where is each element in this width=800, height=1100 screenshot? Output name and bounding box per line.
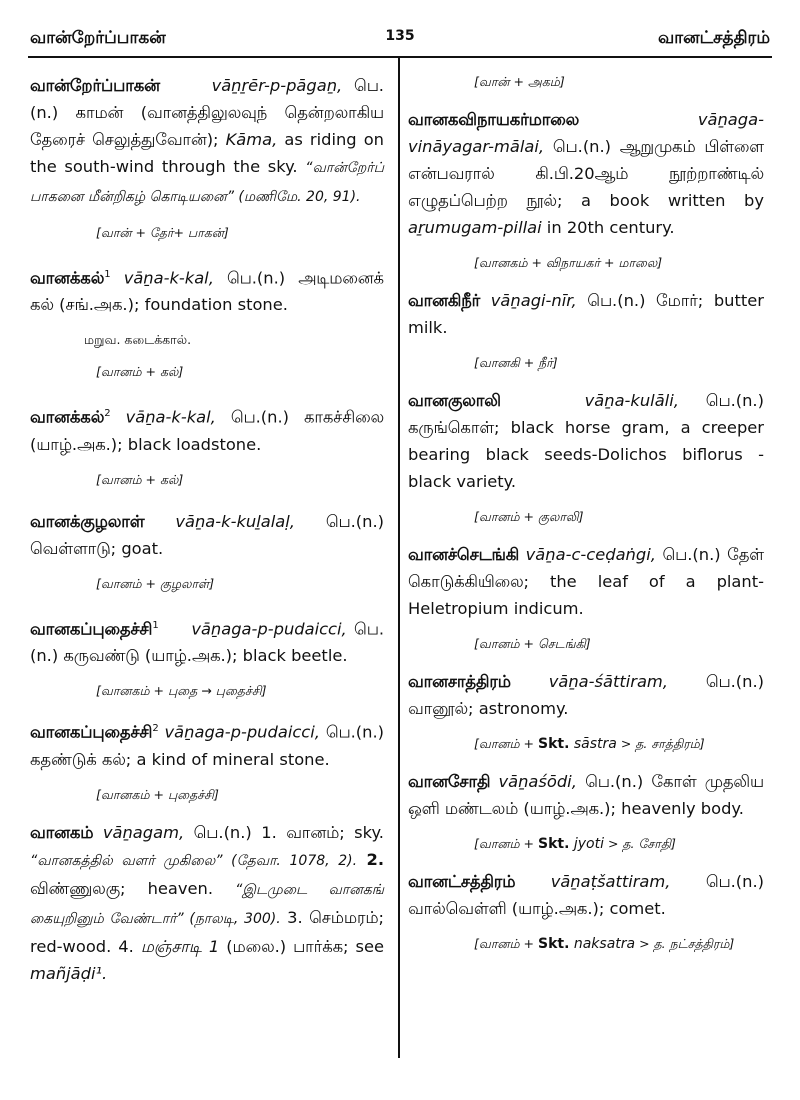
sanskrit-word: sāstra — [569, 736, 617, 752]
entry — [30, 715, 384, 772]
transliteration: vāṉaśōdi, — [498, 772, 577, 791]
headword: வானகப்புதைச்சி — [30, 619, 153, 639]
entry — [408, 387, 764, 495]
sanskrit-word: naksatra — [569, 936, 636, 952]
entry — [30, 819, 384, 987]
english-term: Kāma, — [225, 130, 278, 149]
entry — [30, 508, 384, 562]
definition: பெ.(n.) வால்வெள்ளி (யாழ்.அக.); comet. — [408, 872, 764, 918]
header-last-word: வானட்சத்திரம் — [657, 28, 770, 48]
sense-number: 2. — [366, 849, 384, 869]
entry — [408, 106, 764, 241]
etymology: [வானம் + கல்] — [96, 471, 184, 487]
homonym-number: 2 — [104, 408, 111, 420]
entry — [408, 541, 764, 622]
headword: வானக்கல் — [30, 268, 105, 288]
definition: பெ.(n.) வானூல்; astronomy. — [408, 672, 764, 718]
etymology-part: [வானம் + — [474, 936, 538, 951]
quotation: “வானகத்தில் வளர் முகிலை” — [30, 852, 223, 869]
sanskrit-word: jyoti — [569, 836, 604, 852]
definition: பெ.(n.) காகச்சிலை (யாழ்.அக.); black loadstone. — [30, 407, 384, 454]
citation: (மணிமே. 20, 91). — [233, 189, 361, 205]
header-rule — [28, 56, 772, 58]
definition: பெ.(n.) கருவண்டு (யாழ்.அக.); black beetle. — [30, 619, 384, 666]
headword: வானகிநீர் — [408, 291, 481, 310]
homonym-number: 2 — [152, 723, 159, 735]
left-column — [30, 62, 384, 987]
entry — [408, 768, 764, 822]
etymology: [வானம் + குலாலி] — [474, 509, 584, 524]
definition: பெ.(n.) வெள்ளாடு; goat. — [30, 511, 384, 558]
transliteration: vāṉa-k-kal, — [123, 268, 214, 288]
page-header — [30, 22, 770, 58]
definition: பெ.(n.) காமன் (வானத்திலுலவுந் தென்றலாகிய தேரைச் செலுத்துவோன்); — [30, 76, 384, 149]
headword: வானசோதி — [408, 772, 491, 791]
etymology — [408, 834, 764, 854]
transliteration: vāṉṟēr-p-pāgaṉ, — [211, 76, 343, 95]
transliteration: vāṉa-śāttiram, — [548, 672, 668, 691]
sense-number: 3. — [280, 907, 303, 927]
definition: பெ.(n.) கருங்கொள்; black horse gram, a creeper bearing black seeds-Dolichos biflorus - black variety. — [408, 391, 764, 491]
etymology: [வானகம் + புதைச்சி] — [96, 786, 219, 802]
homonym-number: 1 — [104, 269, 111, 280]
headword: வானகவிநாயகர்மாலை — [408, 110, 580, 129]
transliteration: vāṉagi-nīr, — [490, 291, 577, 310]
page-number: 135 — [385, 28, 415, 44]
headword: வானச்செடங்கி — [408, 545, 520, 564]
quotation: “வான்றேர்ப் பாகனை மீன்றிகழ் கொடியனை” — [30, 160, 384, 205]
definition: விண்ணுலகு; heaven. — [30, 878, 236, 898]
etymology — [408, 934, 764, 954]
transliteration: vāṉa-kulāli, — [584, 391, 679, 410]
headword: வானகம் — [30, 822, 94, 842]
etymology — [408, 734, 764, 754]
etymology: [வானகம் + புதை → புதைச்சி] — [96, 683, 267, 699]
etymology-part: > த. நட்சத்திரம்] — [635, 936, 735, 951]
sanskrit-label: Skt. — [537, 836, 570, 852]
definition: பெ.(n.) ஆறுமுகம் பிள்ளை என்பவரால் கி.பி.20ஆம் நூற்றாண்டில் எழுதப்பெற்ற நூல்; a book written by — [408, 137, 764, 210]
entry — [30, 261, 384, 318]
transliteration: vāṉaga-vināyagar-mālai, — [408, 110, 764, 156]
transliteration: vāṉagam, — [102, 822, 185, 842]
definition: (மலை.) பார்க்க; see — [219, 936, 384, 956]
transliteration: vāṉa-k-kal, — [125, 407, 216, 427]
sanskrit-label: Skt. — [537, 736, 570, 752]
headword: வானகப்புதைச்சி — [30, 722, 153, 742]
definition: பெ.(n.) தேள் கொடுக்கியிலை; the leaf of a plant-Heletropium indicum. — [408, 545, 764, 618]
headword: வானக்குழலாள் — [30, 511, 145, 531]
person-name: aṟumugam-pillai — [408, 218, 542, 237]
headword: வானசாத்திரம் — [408, 672, 511, 691]
etymology: [வான் + அகம்] — [474, 74, 565, 89]
sense-number: 4. — [118, 936, 134, 956]
etymology: [வானகம் + விநாயகர் + மாலை] — [474, 255, 663, 270]
transliteration: vāṉaga-p-pudaicci, — [191, 619, 347, 639]
definition: பெ.(n.) 1. வானம்; sky. — [193, 822, 384, 842]
english-gloss: as riding on the south-wind through the sky. — [30, 130, 384, 176]
etymology: [வான் + தேர்+ பாகன்] — [96, 225, 229, 240]
etymology: [வானகி + நீர்] — [474, 355, 558, 370]
etymology-part: > த. சாத்திரம்] — [616, 736, 705, 751]
citation: (நாலடி, 300). — [183, 910, 281, 927]
synonym-note: மறுவ. கடைக்கால். — [84, 332, 192, 348]
headword: வானட்சத்திரம் — [408, 872, 516, 891]
etymology-part: [வானம் + — [474, 736, 538, 751]
definition: பெ.(n.) கதண்டுக் கல்; a kind of mineral stone. — [30, 722, 384, 769]
column-divider — [398, 58, 400, 1058]
transliteration: vāṉa-c-ceḍaṅgi, — [525, 545, 656, 564]
etymology-part: [வானம் + — [474, 836, 538, 851]
transliteration: vāṉaga-p-pudaicci, — [164, 722, 320, 742]
etymology: [வானம் + செடங்கி] — [474, 636, 591, 651]
headword: வானகுலாலி — [408, 391, 501, 410]
etymology: [வானம் + கல்] — [96, 364, 184, 380]
definition: செம்மரம்; red-wood. — [30, 907, 384, 956]
definition-end: in 20th century. — [541, 218, 675, 237]
transliteration: vāṉaṭšattiram, — [550, 872, 671, 891]
entry — [30, 400, 384, 457]
headword: வான்றேர்ப்பாகன் — [30, 76, 160, 95]
homonym-number: 1 — [152, 619, 159, 631]
entry — [30, 612, 384, 669]
entry — [30, 72, 384, 211]
cross-reference: மஞ்சாடி 1 — [133, 936, 220, 956]
definition: பெ.(n.) மோர்; butter milk. — [408, 291, 764, 337]
definition: பெ.(n.) கோள் முதலிய ஒளி மண்டலம் (யாழ்.அக.); heavenly body. — [408, 772, 764, 818]
etymology-part: > த. சோதி] — [603, 836, 676, 851]
etymology: [வானம் + குழலாள்] — [96, 575, 215, 591]
entry — [408, 868, 764, 922]
entry — [408, 668, 764, 722]
transliteration: vāṉa-k-kuḻalaḷ, — [175, 511, 295, 531]
citation: (தேவா. 1078, 2). — [222, 852, 358, 869]
entry — [408, 287, 764, 341]
header-first-word: வான்றேர்ப்பாகன் — [30, 28, 166, 48]
definition: பெ.(n.) அடிமனைக் கல் (சங்.அக.); foundation stone. — [30, 268, 384, 315]
sanskrit-label: Skt. — [537, 936, 570, 952]
quotation: “இடமுடை வானகங் கையுறினும் வேண்டார்” — [30, 881, 384, 927]
see-reference: mañjāḍi¹. — [30, 963, 108, 983]
headword: வானக்கல் — [30, 407, 105, 427]
right-column — [408, 62, 764, 954]
